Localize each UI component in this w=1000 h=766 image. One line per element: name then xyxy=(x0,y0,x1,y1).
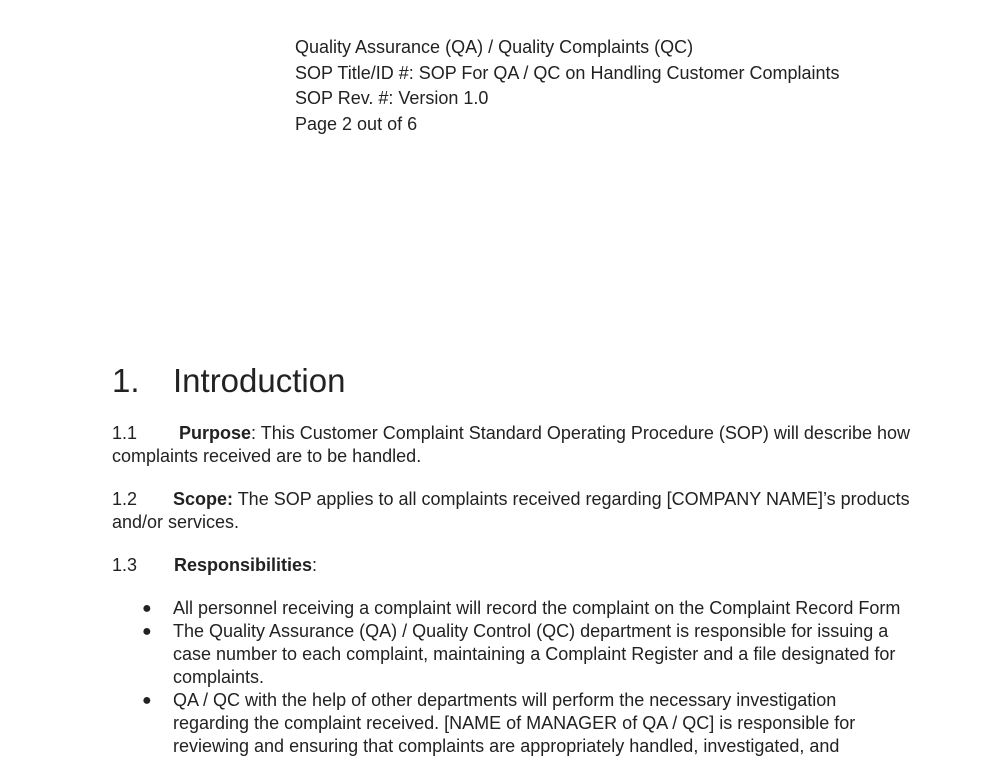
responsibilities-suffix: : xyxy=(312,555,318,575)
bullet-icon: ● xyxy=(142,692,152,709)
list-item xyxy=(112,689,912,758)
responsibilities-paragraph xyxy=(112,554,912,577)
purpose-paragraph xyxy=(112,422,912,468)
purpose-label: Purpose xyxy=(179,423,252,443)
section-title: Introduction xyxy=(173,362,346,399)
bullet-icon: ● xyxy=(142,600,152,617)
responsibilities-list xyxy=(112,597,912,758)
list-item-text: All personnel receiving a complaint will record the complaint on the Complaint Record Form xyxy=(173,598,901,618)
header-sop-title: SOP Title/ID #: SOP For QA / QC on Handling Customer Complaints xyxy=(295,62,840,83)
scope-paragraph xyxy=(112,488,912,534)
document-header xyxy=(295,35,840,137)
list-item-text: The Quality Assurance (QA) / Quality Control (QC) department is responsible for issuing a case number to each complaint, maintaining a Complaint Register and a file designated for complaints. xyxy=(173,621,896,687)
section-number: 1. xyxy=(112,362,140,399)
header-sop-revision: SOP Rev. #: Version 1.0 xyxy=(295,88,489,108)
section-heading-introduction xyxy=(112,361,345,401)
bullet-icon: ● xyxy=(142,623,152,640)
purpose-text: : This Customer Complaint Standard Operating Procedure (SOP) will describe how complaints received are to be handled. xyxy=(112,423,910,466)
scope-label: Scope: xyxy=(173,489,234,509)
header-page-number: Page 2 out of 6 xyxy=(295,113,418,134)
list-item-text: QA / QC with the help of other departments will perform the necessary investigation regarding the complaint received. [NAME of MANAGER of QA / QC] is responsible for reviewing and ensuring that complaints are appropriately handled, investigated, and xyxy=(173,690,856,756)
scope-text: The SOP applies to all complaints received regarding [COMPANY NAME]’s products and/or services. xyxy=(112,489,910,532)
header-department: Quality Assurance (QA) / Quality Complaints (QC) xyxy=(295,37,694,57)
responsibilities-label: Responsibilities xyxy=(174,555,313,575)
list-item xyxy=(112,597,912,620)
purpose-number: 1.1 xyxy=(112,423,138,443)
scope-number: 1.2 xyxy=(112,489,138,509)
list-item xyxy=(112,620,912,689)
responsibilities-number: 1.3 xyxy=(112,555,138,575)
